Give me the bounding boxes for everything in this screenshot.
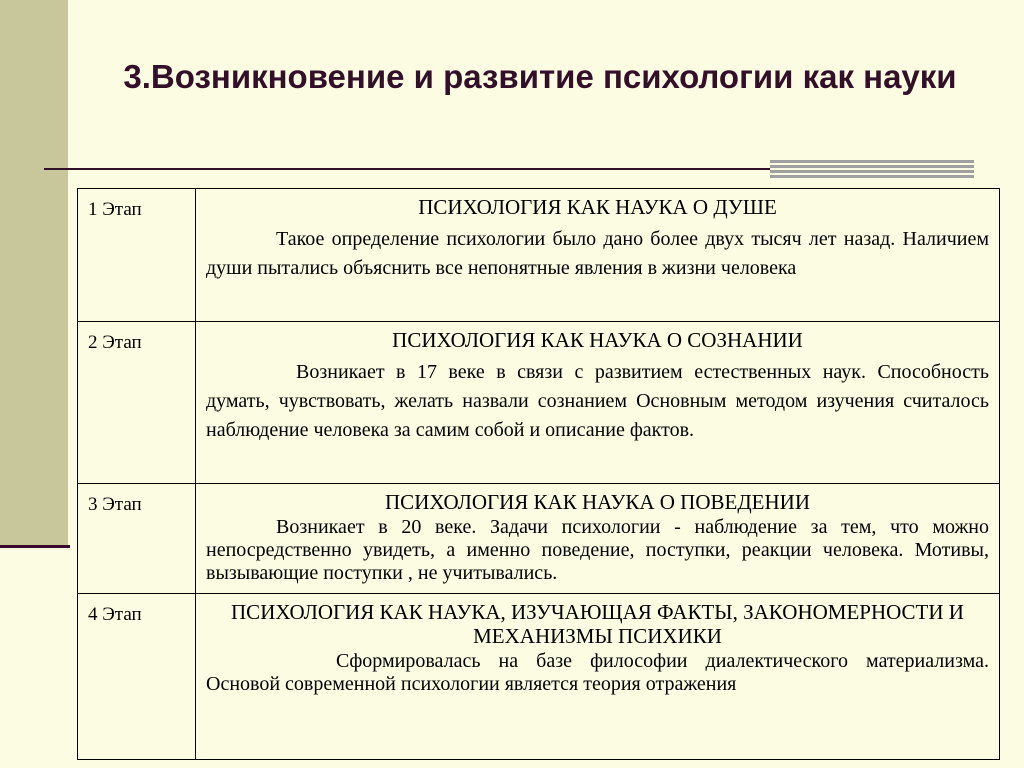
decorative-side-rule (0, 545, 70, 548)
stage-label: 3 Этап (78, 484, 196, 594)
stage-heading: ПСИХОЛОГИЯ КАК НАУКА О СОЗНАНИИ (392, 328, 803, 352)
stage-heading: ПСИХОЛОГИЯ КАК НАУКА, ИЗУЧАЮЩАЯ ФАКТЫ, ЗАКОНОМЕРНОСТИ И МЕХАНИЗМЫ ПСИХИКИ (231, 600, 964, 648)
stage-heading: ПСИХОЛОГИЯ КАК НАУКА О ПОВЕДЕНИИ (385, 490, 810, 514)
stage-label: 2 Этап (78, 322, 196, 484)
stages-table (77, 188, 1000, 760)
table-row (78, 322, 1000, 484)
stage-text: Возникает в 17 веке в связи с развитием естественных наук. Способность думать, чувствовать, желать назвали сознанием Основным методом изучения считалось наблюдение человека за самим собой и описание фактов. (206, 361, 989, 441)
slide-title: 3.Возникновение и развитие психологии как науки (123, 58, 957, 95)
stage-text: Возникает в 20 веке. Задачи психологии - наблюдение за тем, что можно непосредственно увидеть, а именно поведение, поступки, реакции человека. Мотивы, вызывающие поступки , не учитывались. (206, 516, 989, 584)
stage-description-cell (196, 189, 1000, 322)
table-row (78, 594, 1000, 760)
table-row (78, 189, 1000, 322)
stage-description-cell (196, 484, 1000, 594)
stage-description-cell (196, 594, 1000, 760)
stage-heading: ПСИХОЛОГИЯ КАК НАУКА О ДУШЕ (418, 195, 777, 219)
decorative-side-band (0, 0, 68, 545)
stage-description-cell (196, 322, 1000, 484)
stage-label: 1 Этап (78, 189, 196, 322)
table-row (78, 484, 1000, 594)
stage-text: Такое определение психологии было дано более двух тысяч лет назад. Наличием души пытались объяснить все непонятные явления в жизни человека (206, 228, 989, 279)
decorative-accent-bar (770, 160, 974, 178)
stage-label: 4 Этап (78, 594, 196, 760)
stage-text: Сформировалась на базе философии диалектического материализма. Основой современной психологии является теория отражения (206, 650, 989, 695)
